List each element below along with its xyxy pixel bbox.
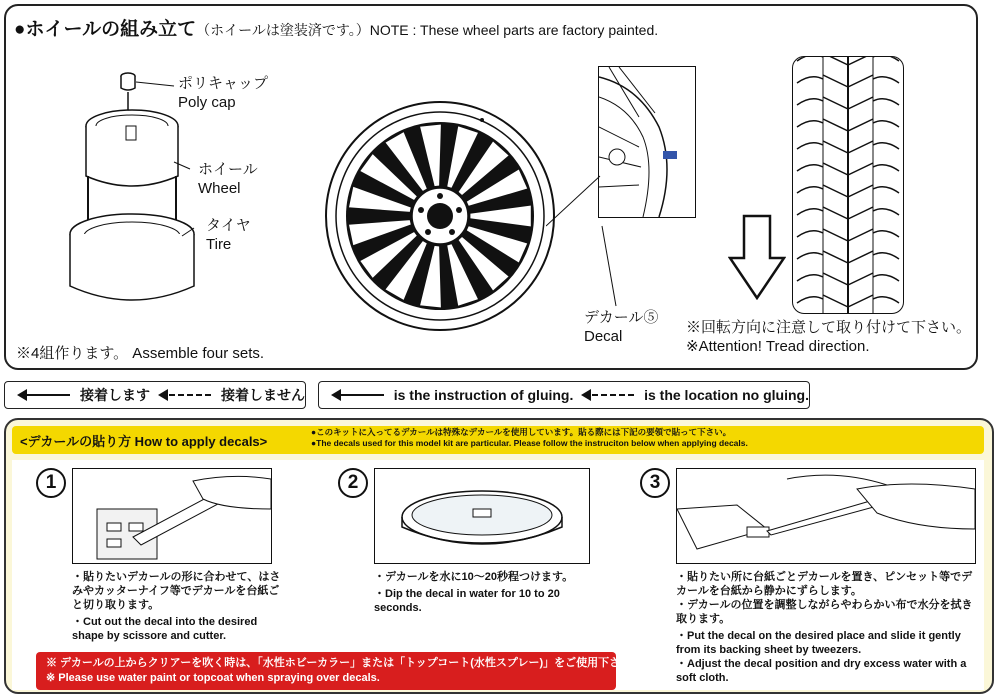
wheel-label [198, 160, 258, 198]
tire-tread-view [792, 56, 904, 314]
decal-intro [311, 427, 748, 449]
cutting-decal-drawing [73, 469, 271, 563]
tread-pattern [793, 57, 903, 313]
polycap-en: Poly cap [178, 94, 236, 111]
wheel-assembly-panel [4, 4, 978, 370]
step-3-number: 3 [640, 468, 670, 498]
water-dish-drawing [375, 469, 589, 563]
step-2-jp: ・デカールを水に10〜20秒程つけます。 [374, 571, 574, 583]
decal-label [584, 308, 658, 346]
step-2-text [374, 570, 590, 615]
step-1-text [72, 570, 282, 643]
polycap-jp: ポリキャップ [178, 75, 269, 92]
step-2-number: 2 [338, 468, 368, 498]
decal-instructions-section [4, 418, 994, 694]
dashed-arrow-icon [583, 394, 634, 396]
legend-en [318, 381, 810, 409]
title-jp: ●ホイールの組み立て [14, 19, 197, 40]
legend-no-gluing-en: is the location no gluing. [644, 387, 809, 403]
step-3-en-2: ・Adjust the decal position and dry excess water with a soft cloth. [676, 658, 967, 684]
polycap-label [178, 74, 268, 112]
step-3-illustration [676, 468, 976, 564]
decal-leader-lines [546, 166, 666, 316]
assemble-four-sets-note: ※4組作ります。 Assemble four sets. [16, 345, 265, 362]
decal-en: Decal [584, 328, 623, 345]
step-3-text [676, 570, 976, 685]
spray-warning-en: ※ Please use water paint or topcoat when spraying over decals. [46, 672, 380, 684]
tread-direction-note [686, 318, 971, 356]
spray-warning-jp: ※ デカールの上からクリアーを吹く時は、「水性ホビーカラー」または「トップコート(水性スプレー)」をご使用下さい。 [46, 657, 643, 669]
tire-jp: タイヤ [206, 217, 251, 234]
wheel-jp: ホイール [198, 161, 258, 178]
solid-arrow-icon [19, 394, 70, 396]
tread-direction-arrow [728, 214, 786, 300]
legend-gluing-jp: 接着します [80, 387, 150, 403]
step-3-jp-1: ・貼りたい所に台紙ごとデカールを置き、ピンセット等でデカールを台紙から静かにずらします。 [676, 571, 973, 597]
step-2-en: ・Dip the decal in water for 10 to 20 seconds. [374, 588, 560, 614]
step-3-jp-2: ・デカールの位置を調整しながらやわらかい布で水分を拭き取ります。 [676, 599, 973, 625]
decal-section-title: <デカールの貼り方 How to apply decals> [20, 434, 268, 449]
legend-no-gluing-jp: 接着しません [221, 387, 305, 403]
legend-gluing-en: is the instruction of gluing. [393, 387, 574, 403]
decal-intro-jp: ●このキットに入ってるデカールは特殊なデカールを使用しています。貼る際には下記の要領で貼って下さい。 [311, 427, 732, 437]
tire-en: Tire [206, 236, 232, 253]
tread-en: ※Attention! Tread direction. [686, 338, 870, 355]
decal-intro-en: ●The decals used for this model kit are particular. Please follow the instruciton below when applying decals. [311, 438, 748, 448]
tire-label [206, 216, 251, 254]
step-1-jp: ・貼りたいデカールの形に合わせて、はさみやカッターナイフ等でデカールを台紙ごと切り取ります。 [72, 571, 281, 611]
title-note: （ホイールは塗装済です。）NOTE : These wheel parts are factory painted. [196, 22, 659, 38]
step-1-number: 1 [36, 468, 66, 498]
decal-jp: デカール⑤ [584, 309, 659, 326]
apply-decal-drawing [677, 469, 975, 563]
step-3-en-1: ・Put the decal on the desired place and slide it gently from its backing sheet by tweezers. [676, 630, 961, 656]
step-1-en: ・Cut out the decal into the desired shape by scissore and cutter. [72, 616, 258, 642]
step-1-illustration [72, 468, 272, 564]
step-2-illustration [374, 468, 590, 564]
spray-warning [36, 652, 643, 690]
wheel-tire-exploded-diagram [56, 64, 196, 314]
legend-jp [4, 381, 306, 409]
section-title [14, 14, 658, 41]
wheel-front-view [322, 98, 558, 334]
tread-jp: ※回転方向に注意して取り付けて下さい。 [686, 319, 972, 336]
wheel-en: Wheel [198, 180, 241, 197]
dashed-arrow-icon [160, 394, 211, 396]
solid-arrow-icon [333, 394, 384, 396]
